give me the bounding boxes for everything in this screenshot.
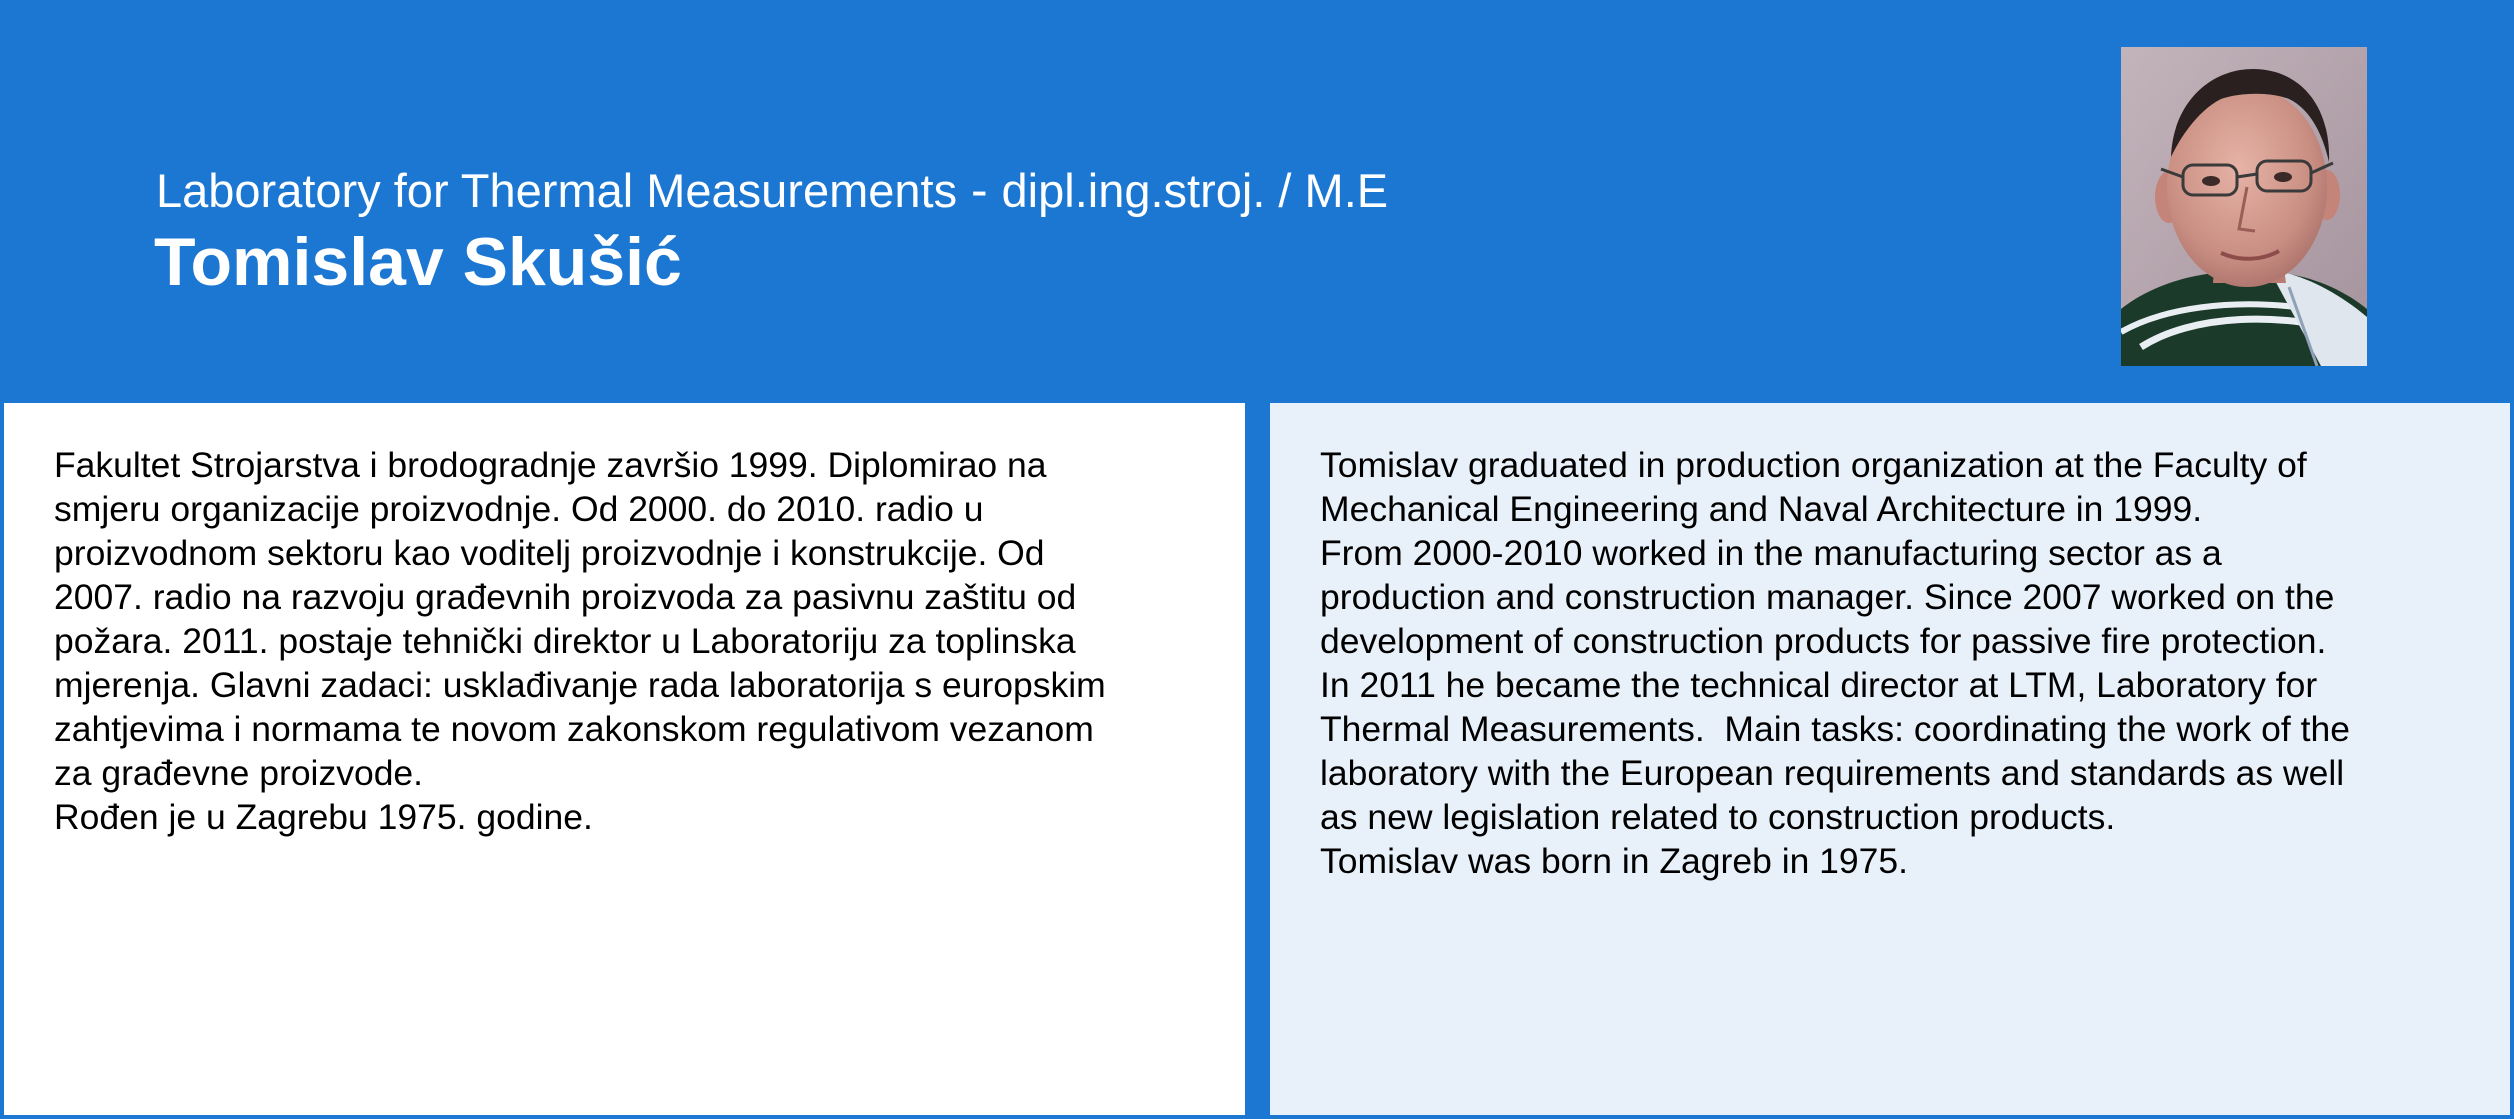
bio-line: proizvodnom sektoru kao voditelj proizvodnje i konstrukcije. Od: [54, 533, 1045, 573]
degree: dipl.ing.stroj. / M.E: [1001, 164, 1389, 217]
bio-line: 2007. radio na razvoju građevnih proizvoda za pasivnu zaštitu od: [54, 577, 1077, 617]
bio-line: Rođen je u Zagrebu 1975. godine.: [54, 797, 593, 837]
bio-line: za građevne proizvode.: [54, 753, 424, 793]
bio-line: as new legislation related to construction products.: [1320, 797, 2116, 837]
bio-line: zahtjevima i normama te novom zakonskom regulativom vezanom: [54, 709, 1094, 749]
portrait-image: [2121, 47, 2367, 366]
bio-english-text: [1320, 443, 2350, 883]
bio-line: mjerenja. Glavni zadaci: usklađivanje rada laboratorija s europskim: [54, 665, 1106, 705]
bio-line: In 2011 he became the technical director at LTM, Laboratory for: [1320, 665, 2318, 705]
header-banner: [0, 0, 2514, 400]
bio-line: production and construction manager. Since 2007 worked on the: [1320, 577, 2335, 617]
bio-line: Thermal Measurements. Main tasks: coordinating the work of the: [1320, 709, 2350, 749]
bio-croatian-panel: [4, 403, 1245, 1115]
profile-photo: [2121, 47, 2367, 366]
lab-name: Laboratory for Thermal Measurements: [156, 164, 958, 217]
bio-english-panel: [1270, 403, 2510, 1115]
bio-line: Mechanical Engineering and Naval Architecture in 1999.: [1320, 489, 2203, 529]
bio-line: Fakultet Strojarstva i brodogradnje završio 1999. Diplomirao na: [54, 445, 1047, 485]
bio-line: Tomislav graduated in production organization at the Faculty of: [1320, 445, 2307, 485]
bio-line: development of construction products for passive fire protection.: [1320, 621, 2327, 661]
bio-line: Tomislav was born in Zagreb in 1975.: [1320, 841, 1909, 881]
subtitle: [156, 160, 1388, 221]
bio-line: laboratory with the European requirements and standards as well: [1320, 753, 2345, 793]
bio-line: požara. 2011. postaje tehnički direktor u Laboratoriju za toplinska: [54, 621, 1076, 661]
person-name: Tomislav Skušić: [154, 224, 682, 300]
bio-croatian-text: [54, 443, 1106, 839]
bio-line: From 2000-2010 worked in the manufacturing sector as a: [1320, 533, 2222, 573]
bio-line: smjeru organizacije proizvodnje. Od 2000. do 2010. radio u: [54, 489, 984, 529]
subtitle-separator: -: [957, 162, 1002, 218]
